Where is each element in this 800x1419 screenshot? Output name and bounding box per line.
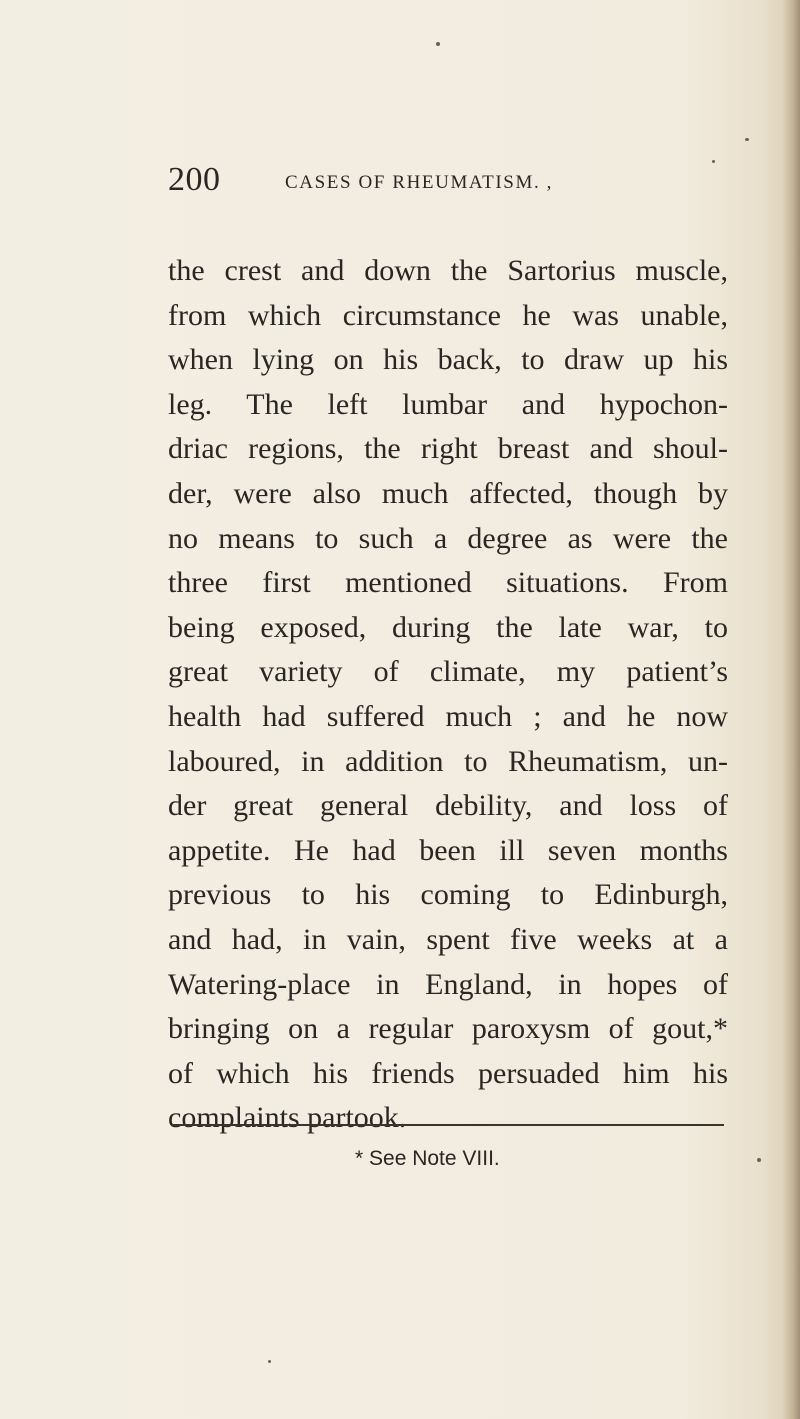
paper-speck xyxy=(436,42,440,46)
text-line: Watering-place in England, in hopes of xyxy=(168,967,728,1001)
page-header xyxy=(168,160,728,204)
text-line: appetite. He had been ill seven months xyxy=(168,833,728,867)
text-line: from which circumstance he was unable, xyxy=(168,298,728,332)
text-line: when lying on his back, to draw up his xyxy=(168,343,728,377)
footnote: * See Note VIII. xyxy=(355,1147,500,1170)
body-text xyxy=(168,249,728,1141)
text-line: great variety of climate, my patient’s xyxy=(168,655,728,689)
text-line: the crest and down the Sartorius muscle, xyxy=(168,254,728,287)
text-line: three first mentioned situations. From xyxy=(168,566,728,600)
paper-speck xyxy=(268,1360,271,1363)
paper-speck xyxy=(757,1158,761,1162)
text-line: no means to such a degree as were the xyxy=(168,521,728,555)
text-line: driac regions, the right breast and shoul- xyxy=(168,432,728,466)
paper-speck xyxy=(745,138,749,141)
text-line: bringing on a regular paroxysm of gout,* xyxy=(168,1012,728,1046)
text-line: being exposed, during the late war, to xyxy=(168,610,728,644)
running-head: CASES OF RHEUMATISM. , xyxy=(285,172,553,193)
text-line: and had, in vain, spent five weeks at a xyxy=(168,922,728,956)
paper-speck xyxy=(712,160,715,163)
text-line: previous to his coming to Edinburgh, xyxy=(168,878,728,912)
footnote-rule xyxy=(172,1124,724,1126)
page-edge-shadow xyxy=(782,0,800,1419)
text-line: of which his friends persuaded him his xyxy=(168,1056,728,1090)
text-line: der great general debility, and loss of xyxy=(168,789,728,823)
text-line: der, were also much affected, though by xyxy=(168,476,728,510)
text-line: complaints partook. xyxy=(168,1101,407,1135)
text-line: health had suffered much ; and he now xyxy=(168,699,728,733)
page-number: 200 xyxy=(168,161,221,198)
text-line: leg. The left lumbar and hypochon- xyxy=(168,387,728,421)
text-line: laboured, in addition to Rheumatism, un- xyxy=(168,744,728,778)
